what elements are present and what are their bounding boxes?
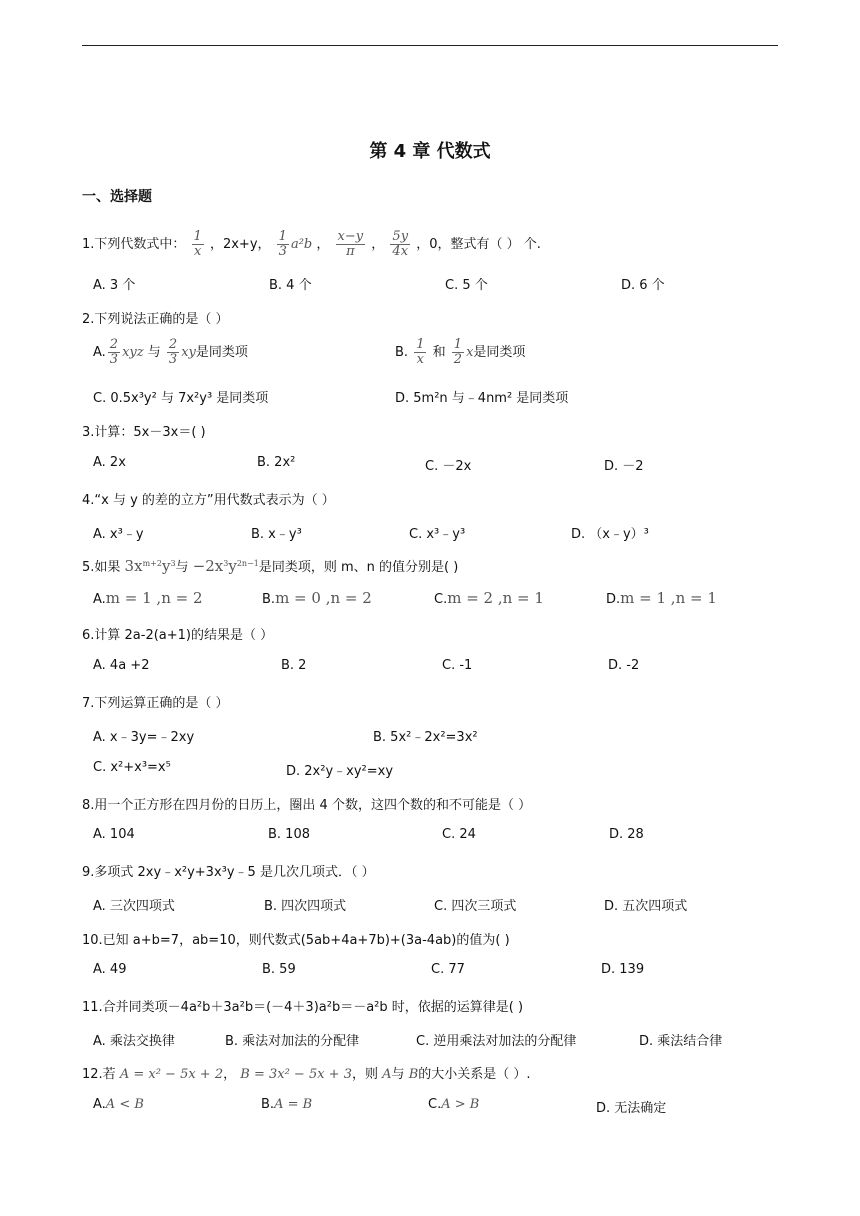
q9-option-b[interactable]: B. 四次四项式 (264, 899, 347, 914)
q2-option-c[interactable]: C. 0.5x³y² 与 7x²y³ 是同类项 (93, 391, 269, 406)
q5-option-d[interactable]: D.m = 1 ,n = 1 (606, 589, 717, 607)
q4-option-b[interactable]: B. x﹣y³ (251, 527, 302, 542)
q1-option-c[interactable]: C. 5 个 (445, 278, 488, 293)
q6-option-c[interactable]: C. -1 (442, 658, 473, 673)
q2-option-b[interactable]: B. $\frac{1}{x}$ 和 $\frac{1}{2}$ x是同类项 (395, 337, 526, 367)
question-8: 8.用一个正方形在四月份的日历上，圈出 4 个数，这四个数的和不可能是（ ） (82, 798, 532, 813)
question-9: 9.多项式 2xy﹣x²y+3x³y﹣5 是几次几项式．（ ） (82, 865, 375, 880)
question-3: 3.计算：5x－3x＝( ) (82, 425, 206, 440)
q3-option-c[interactable]: C. －2x (425, 459, 472, 474)
q8-option-d[interactable]: D. 28 (609, 827, 644, 842)
q1-option-b[interactable]: B. 4 个 (269, 278, 312, 293)
q2-option-d[interactable]: D. 5m²n 与﹣4nm² 是同类项 (395, 391, 569, 406)
question-5: 5.如果 $3x^{m+2}y^3$与 $-2x^3y^{2n-1}$是同类项，则 m、n 的值分别是( ) (82, 557, 459, 575)
q1-option-d[interactable]: D. 6 个 (621, 278, 665, 293)
q11-option-c[interactable]: C. 逆用乘法对加法的分配律 (416, 1034, 577, 1049)
q3-option-a[interactable]: A. 2x (93, 455, 126, 470)
question-4: 4.“x 与 y 的差的立方”用代数式表示为（ ） (82, 493, 335, 508)
q9-option-a[interactable]: A. 三次四项式 (93, 899, 175, 914)
q12-option-a[interactable]: A.A < B (93, 1097, 144, 1112)
q5-option-b[interactable]: B.m = 0 ,n = 2 (262, 589, 372, 607)
q7-option-d[interactable]: D. 2x²y﹣xy²=xy (286, 764, 394, 779)
q6-option-b[interactable]: B. 2 (281, 658, 307, 673)
q1-option-a[interactable]: A. 3 个 (93, 278, 136, 293)
section-heading: 一、选择题 (82, 189, 152, 205)
q1-frac-4: $\frac{5y}{4x}$ (392, 229, 409, 259)
q11-option-a[interactable]: A. 乘法交换律 (93, 1034, 175, 1049)
q4-option-d[interactable]: D. （x﹣y）³ (571, 527, 649, 542)
page-title: 第 4 章 代数式 (369, 141, 491, 162)
q10-option-c[interactable]: C. 77 (431, 962, 465, 977)
q8-option-b[interactable]: B. 108 (268, 827, 310, 842)
question-2: 2.下列说法正确的是（ ） (82, 312, 229, 327)
q10-option-a[interactable]: A. 49 (93, 962, 127, 977)
question-7: 7.下列运算正确的是（ ） (82, 696, 229, 711)
q10-option-b[interactable]: B. 59 (262, 962, 296, 977)
q1-frac-2: $\frac{1}{3}$ (278, 229, 287, 259)
q12-option-c[interactable]: C.A > B (428, 1097, 480, 1112)
q10-option-d[interactable]: D. 139 (601, 962, 645, 977)
question-12: 12.若 A = x² − 5x + 2， B = 3x² − 5x + 3，则 A与 B的大小关系是（ ）. (82, 1067, 531, 1082)
q4-option-a[interactable]: A. x³﹣y (93, 527, 144, 542)
q8-option-c[interactable]: C. 24 (442, 827, 476, 842)
q1-frac-1: $\frac{1}{x}$ (193, 229, 202, 259)
q12-option-d[interactable]: D. 无法确定 (596, 1101, 667, 1116)
q9-option-c[interactable]: C. 四次三项式 (434, 899, 517, 914)
q3-option-b[interactable]: B. 2x² (257, 455, 296, 470)
q8-option-a[interactable]: A. 104 (93, 827, 135, 842)
question-11: 11.合并同类项－4a²b＋3a²b＝(－4＋3)a²b＝－a²b 时，依据的运算律是( ) (82, 1000, 524, 1015)
q12-option-b[interactable]: B.A = B (261, 1097, 313, 1112)
q7-option-c[interactable]: C. x²+x³=x⁵ (93, 760, 171, 775)
q7-option-b[interactable]: B. 5x²﹣2x²=3x² (373, 730, 478, 745)
q2-option-a[interactable]: A. $\frac{2}{3}$ xyz 与 $\frac{2}{3}$ xy是同类项 (93, 337, 248, 367)
q6-option-d[interactable]: D. -2 (608, 658, 640, 673)
q3-option-d[interactable]: D. －2 (604, 459, 644, 474)
question-10: 10.已知 a+b=7，ab=10，则代数式(5ab+4a+7b)+(3a-4ab)的值为( ) (82, 933, 510, 948)
q11-option-d[interactable]: D. 乘法结合律 (639, 1034, 723, 1049)
header-rule (82, 45, 778, 46)
q4-option-c[interactable]: C. x³﹣y³ (409, 527, 466, 542)
q7-option-a[interactable]: A. x﹣3y=﹣2xy (93, 730, 195, 745)
q5-option-a[interactable]: A.m = 1 ,n = 2 (93, 589, 203, 607)
question-1: 1.下列代数式中： $\frac{1}{x}$ ，2x+y， $\frac{1}{3}$ a²b ， $\frac{x-y}{\pi}$ ， $\frac{5y}{4x}$ ，0，整式有（ ） 个. (82, 229, 541, 259)
q11-option-b[interactable]: B. 乘法对加法的分配律 (225, 1034, 360, 1049)
q5-option-c[interactable]: C.m = 2 ,n = 1 (434, 589, 544, 607)
q1-frac-3: $\frac{x-y}{\pi}$ (337, 229, 364, 259)
q9-option-d[interactable]: D. 五次四项式 (604, 899, 688, 914)
question-6: 6.计算 2a-2(a+1)的结果是（ ） (82, 628, 274, 643)
q1-lead: 1.下列代数式中： (82, 237, 186, 252)
q6-option-a[interactable]: A. 4a +2 (93, 658, 150, 673)
